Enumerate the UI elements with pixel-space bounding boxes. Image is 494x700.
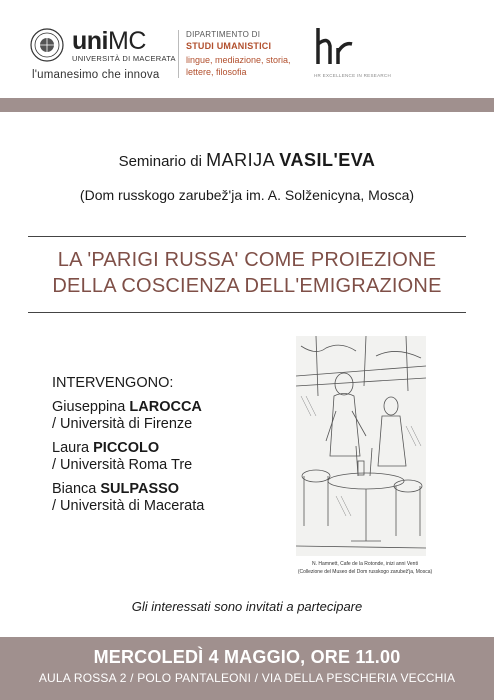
speaker-first: Giuseppina [52,399,126,415]
speaker-affiliation: / Università di Firenze [52,416,193,432]
speaker-item [52,481,204,515]
speaker-affiliation: / Università di Macerata [52,498,205,514]
speaker-last-name: VASIL'EVA [279,150,376,170]
department-areas: lingue, mediazione, storia, lettere, filosofia [186,55,291,77]
title-rule-top [28,236,466,237]
invitation-text: Gli interessati sono invitati a partecipare [131,599,363,614]
speaker-last: LAROCCA [129,399,202,415]
department-label: DIPARTIMENTO DI [186,30,261,39]
speakers-header: INTERVENGONO: [52,375,174,391]
speaker-item [52,399,204,433]
event-place: AULA ROSSA 2 / POLO PANTALEONI / VIA DELLA PESCHERIA VECCHIA [38,671,456,685]
speakers-list [52,375,204,522]
cafe-sketch-image [296,336,426,556]
top-band [0,98,494,112]
event-date: MERCOLEDÌ 4 MAGGIO, ORE 11.00 [93,647,401,667]
header [0,0,494,98]
speaker-first: Bianca [52,481,97,497]
speaker-first-name: MARIJA [206,150,276,170]
image-caption-line-2: (Collezione del Museo del Dom russkogo zarubež'ja, Mosca) [297,569,433,575]
header-divider [178,30,179,78]
university-motto: l'umanesimo che innova [32,69,160,81]
speaker-first: Laura [52,440,90,456]
image-caption-line-1: N. Hamnett, Cafe de la Rotonde, inizi anni Venti [312,561,418,567]
title-line-2: DELLA COSCIENZA DELL'EMIGRAZIONE [52,275,442,297]
speaker-last: PICCOLO [93,440,160,456]
seminar-title [0,247,494,299]
hr-excellence-logo-icon [314,26,354,66]
university-seal-icon [30,28,64,62]
title-line-1: LA 'PARIGI RUSSA' COME PROIEZIONE [57,249,437,271]
speaker-last: SULPASSO [100,481,180,497]
seminar-line [0,150,494,171]
seminar-prefix: Seminario di [118,153,202,170]
university-logo-text: uniMC [72,27,146,55]
title-rule-bottom [28,312,466,313]
hr-excellence-caption: HR EXCELLENCE IN RESEARCH [314,73,392,78]
speaker-item [52,440,204,474]
university-subtitle: UNIVERSITÀ DI MACERATA [72,54,176,63]
speaker-affiliation: / Università Roma Tre [52,457,193,473]
speaker-affiliation: (Dom russkogo zarubež'ja im. A. Solženicyna, Mosca) [79,187,415,203]
department-name: STUDI UMANISTICI [186,41,272,51]
